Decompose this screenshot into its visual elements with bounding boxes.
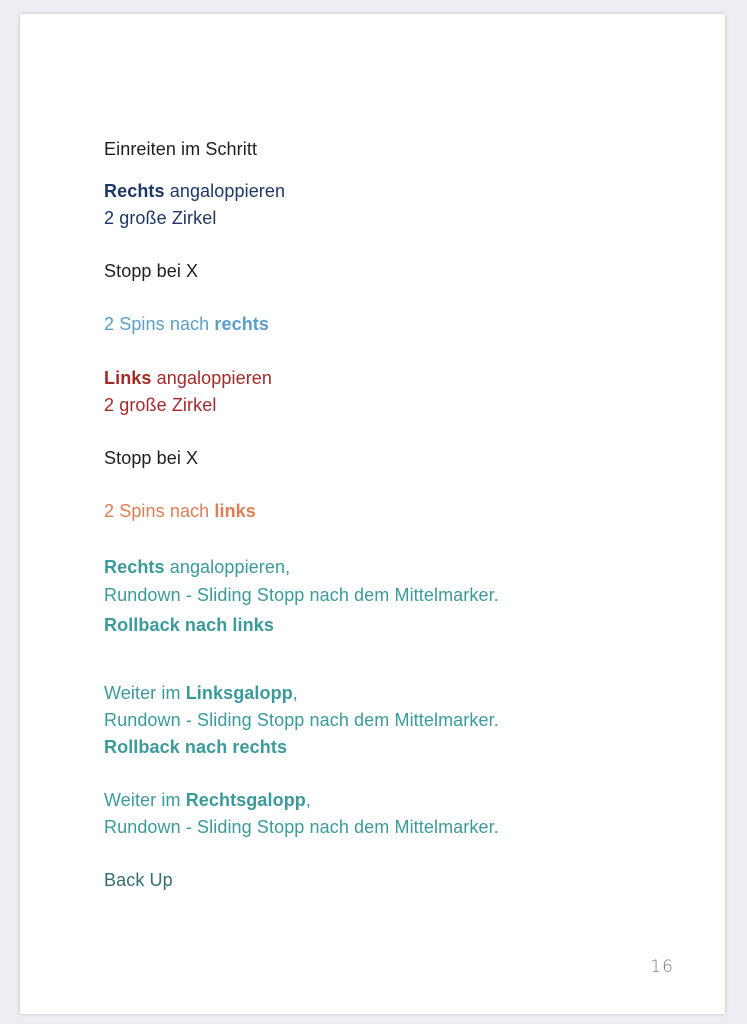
line-text: Rundown - Sliding Stopp nach dem Mittelmarker. [104, 710, 499, 730]
line-text: Einreiten im Schritt [104, 139, 258, 159]
line-rest: , [305, 790, 312, 810]
line-rest: angaloppieren [164, 181, 286, 201]
line-pre: Weiter im [104, 790, 186, 810]
document-page [20, 14, 725, 1014]
line-zirkel-rechts [104, 207, 216, 229]
line-pre: 2 Spins nach [104, 314, 215, 334]
line-weiter-links [104, 682, 298, 704]
line-links-angaloppieren [104, 367, 272, 389]
line-rollback-links [104, 614, 274, 636]
line-zirkel-links [104, 394, 216, 416]
line-einreiten [104, 138, 257, 160]
line-rollback-rechts [104, 736, 287, 758]
line-bold: Rechtsgalopp [185, 790, 306, 810]
line-text: Stopp bei X [104, 448, 199, 468]
line-text: Back Up [104, 870, 173, 890]
line-rundown-2 [104, 709, 499, 731]
line-stopp-2 [104, 447, 198, 469]
line-text: Stopp bei X [104, 261, 199, 281]
line-bold: Rollback nach rechts [104, 737, 288, 757]
line-rest: , [292, 683, 298, 703]
line-bold: Links [104, 368, 152, 388]
line-bold: Linksgalopp [185, 683, 293, 703]
line-bold: Rechts [104, 557, 165, 577]
line-rundown-3 [104, 816, 499, 838]
line-rest: angaloppieren [151, 368, 273, 388]
line-rechts-angaloppieren-2 [104, 556, 290, 578]
line-pre: Weiter im [104, 683, 186, 703]
line-rest: angaloppieren, [164, 557, 291, 577]
line-back-up [104, 869, 173, 891]
page-number: 16 [650, 957, 674, 977]
line-text: Rundown - Sliding Stopp nach dem Mittelmarker. [104, 585, 499, 605]
line-spins-links [104, 500, 256, 522]
line-rechts-angaloppieren [104, 180, 285, 202]
line-text: 2 große Zirkel [104, 395, 217, 415]
line-rundown-1 [104, 584, 499, 606]
line-weiter-rechts [104, 789, 311, 811]
line-bold: rechts [214, 314, 270, 334]
line-bold: Rollback nach links [104, 615, 274, 635]
line-bold: Rechts [104, 181, 165, 201]
line-spins-rechts [104, 313, 269, 335]
line-text: 2 große Zirkel [104, 208, 217, 228]
line-bold: links [214, 501, 256, 521]
line-text: Rundown - Sliding Stopp nach dem Mittelmarker. [104, 817, 499, 837]
line-pre: 2 Spins nach [104, 501, 215, 521]
line-stopp-1 [104, 260, 198, 282]
